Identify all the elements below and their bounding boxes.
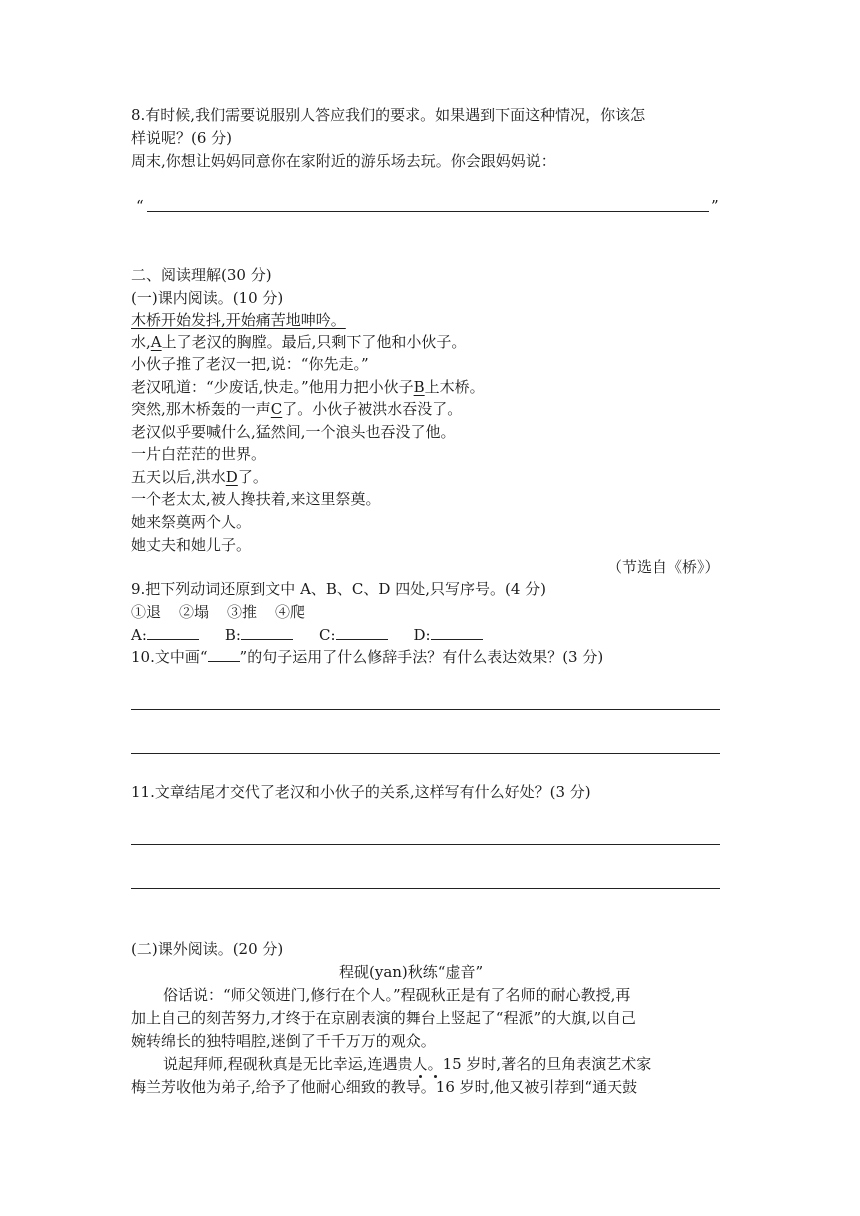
emphasis-dot-char: 人 [412,1055,428,1073]
q9-option: ③推 [227,603,258,621]
q10-answer-line-2[interactable] [131,753,720,754]
passage-line-5: 老汉似乎要喊什么,猛然间,一个浪头也吞没了他。 [131,423,456,441]
q11-answer-line-1[interactable] [131,844,720,845]
passage-text: 了。小伙子被洪水吞没了。 [282,400,463,418]
q9-answers [131,624,483,646]
blank-c: C [270,400,283,418]
q11-question: 11.文章结尾才交代了老汉和小伙子的关系,这样写有什么好处？(3 分) [131,783,591,801]
passage-text: 上了老汉的胸膛。最后,只剩下了他和小伙子。 [161,333,467,351]
passage-line-6: 一片白茫茫的世界。 [131,445,267,463]
passage-text: 五天以后,洪水 [131,468,226,486]
answer-label-a: A: [131,626,147,644]
passage-line-2: 小伙子推了老汉一把,说：“你先走。” [131,355,369,373]
answer-blank-a[interactable] [147,625,199,640]
answer-label-d: D: [413,626,431,644]
passage-line-7 [131,466,268,488]
q10-answer-line-1[interactable] [131,709,720,710]
passage-source: （节选自《桥》） [607,558,720,576]
q8-line-2: 样说呢？(6 分) [131,129,233,147]
q9-options [131,601,305,623]
q8-answer-line[interactable] [147,211,709,212]
article-para-2-line-1 [163,1053,651,1075]
article-title: 程砚(yan)秋练“虚音” [339,963,484,981]
underlined-sentence: 木桥开始发抖,开始痛苦地呻吟。 [131,311,346,329]
q8-line-1: 8.有时候,我们需要说服别人答应我们的要求。如果遇到下面这种情况，你该怎 [131,106,646,124]
article-para-2-line-2: 梅兰芳收他为弟子,给予了他耐心细致的教导。16 岁时,他又被引荐到“通天鼓 [131,1078,638,1096]
answer-blank-d[interactable] [431,625,483,640]
q9-option: ①退 [131,603,162,621]
article-text: 15 岁时,著名的旦角表演艺术家 [442,1055,652,1073]
emphasis-dot-char: 。 [427,1055,443,1073]
part-1-title: (一)课内阅读。(10 分) [131,289,284,307]
q10-question [131,646,603,668]
passage-line-4 [131,398,462,420]
passage-text: 老汉吼道：“少废话,快走。”他用力把小伙子 [131,378,414,396]
blank-a: A [150,333,162,351]
article-text: 说起拜师,程砚秋真是无比幸运,连遇贵 [163,1055,413,1073]
q8-close-quote: ” [711,197,719,215]
blank-b: B [413,378,425,396]
passage-text: 突然,那木桥轰的一声 [131,400,271,418]
q10-inline-blank [208,647,240,662]
q10-text: 10.文中画“ [131,648,208,666]
part-2-title: (二)课外阅读。(20 分) [131,940,284,958]
answer-blank-b[interactable] [241,625,293,640]
passage-line-9: 她来祭奠两个人。 [131,513,252,531]
q9-option: ②塌 [179,603,210,621]
q11-answer-line-2[interactable] [131,888,720,889]
passage-text: 上木桥。 [424,378,485,396]
passage-line-1 [131,331,466,353]
q10-text: ”的句子运用了什么修辞手法？有什么表达效果？(3 分) [239,648,604,666]
blank-d: D [225,468,238,486]
q9-question: 9.把下列动词还原到文中 A、B、C、D 四处,只写序号。(4 分) [131,580,546,598]
section-2-title: 二、阅读理解(30 分) [131,266,272,284]
q8-line-3: 周末,你想让妈妈同意你在家附近的游乐场去玩。你会跟妈妈说： [131,152,556,170]
answer-label-b: B: [224,626,241,644]
answer-blank-c[interactable] [336,625,388,640]
passage-text: 了。 [237,468,268,486]
passage-text: 水, [131,333,151,351]
q8-open-quote: “ [136,197,144,215]
article-para-1-line-3: 婉转绵长的独特唱腔,迷倒了千千万万的观众。 [131,1032,436,1050]
article-para-1-line-2: 加上自己的刻苦努力,才终于在京剧表演的舞台上竖起了“程派”的大旗,以自己 [131,1009,636,1027]
passage-line-8: 一个老太太,被人搀扶着,来这里祭奠。 [131,490,381,508]
article-para-1-line-1: 俗话说：“师父领进门,修行在个人。”程砚秋正是有了名师的耐心教授,再 [163,986,631,1004]
q9-option: ④爬 [275,603,306,621]
passage-line-10: 她丈夫和她儿子。 [131,536,252,554]
answer-label-c: C: [318,626,336,644]
passage-line-3 [131,376,485,398]
